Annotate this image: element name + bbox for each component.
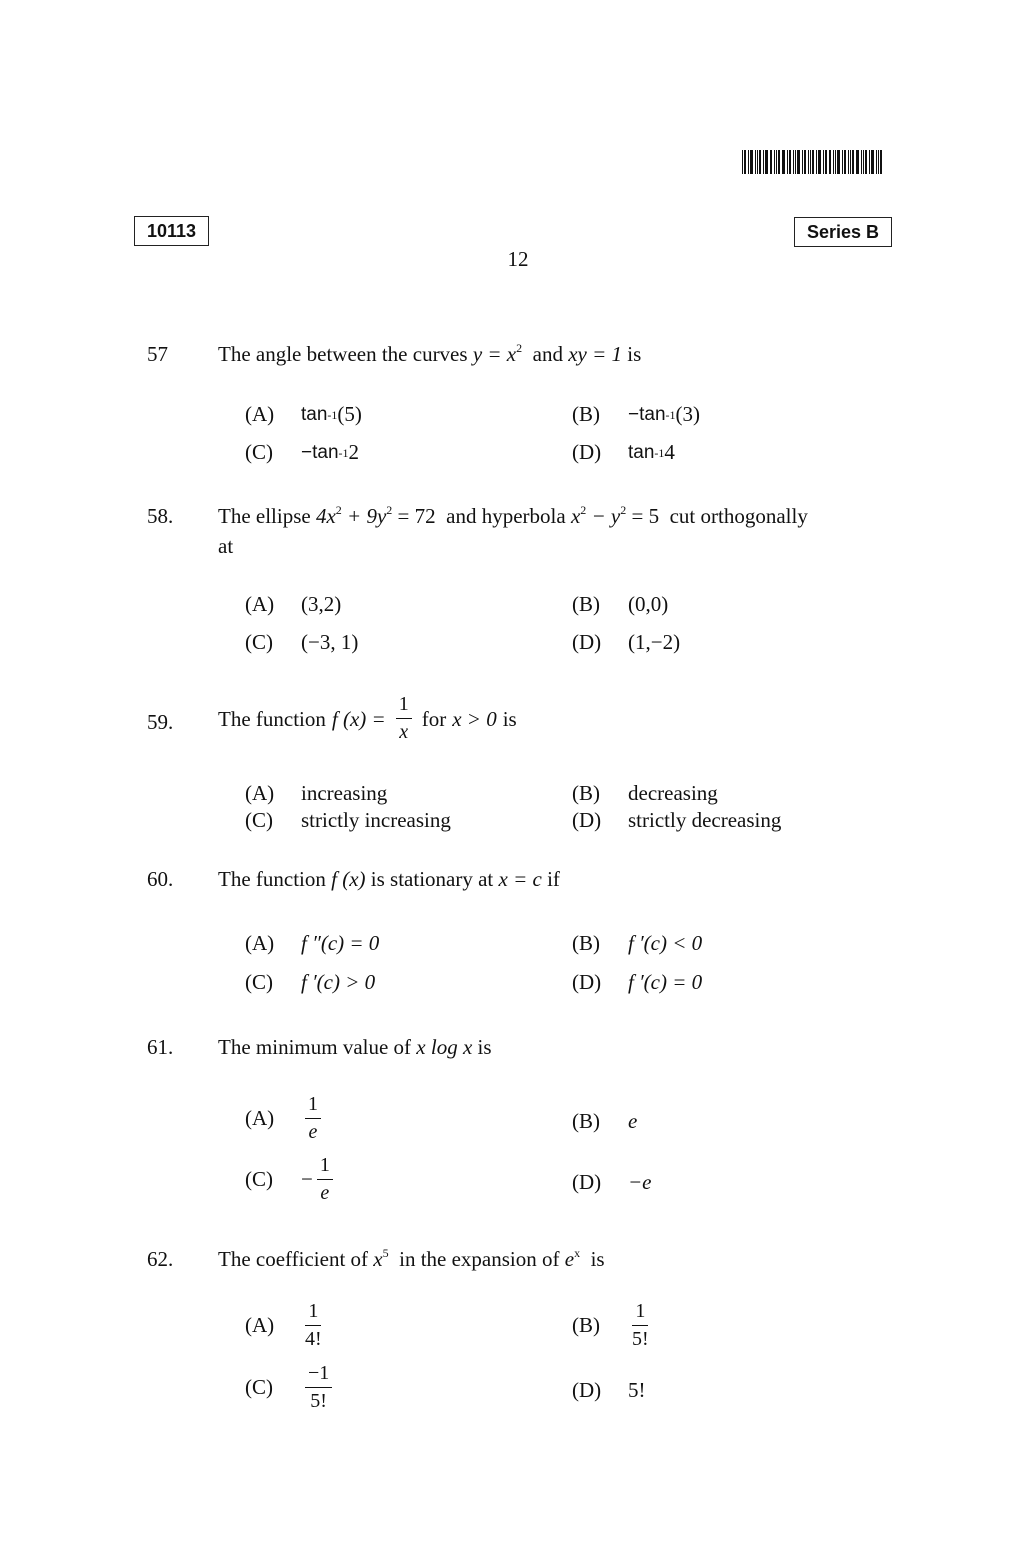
barcode-bar	[755, 150, 756, 174]
question-text: The minimum value of x log x is	[218, 1035, 492, 1059]
barcode-bar	[770, 150, 772, 174]
question-number: 62.	[147, 1247, 174, 1271]
barcode-bar	[789, 150, 791, 174]
option-d[interactable]: (D) (1,−2)	[572, 630, 681, 654]
series-box: Series B	[794, 217, 892, 247]
barcode-bar	[802, 150, 803, 174]
option-c[interactable]: (C) (−3, 1)	[245, 630, 359, 654]
barcode-bar	[810, 150, 811, 174]
barcode-bar	[876, 150, 877, 174]
option-d[interactable]: (D) strictly decreasing	[572, 808, 782, 832]
fraction: $\frac{-1}{5!}$	[305, 1362, 332, 1413]
option-b[interactable]: (B) e	[572, 1109, 638, 1133]
barcode-bar	[869, 150, 870, 174]
barcode-bar	[844, 150, 846, 174]
question-number: 58.	[147, 504, 174, 528]
barcode-bar	[774, 150, 775, 174]
barcode-bar	[787, 150, 788, 174]
option-b[interactable]: (B) decreasing	[572, 781, 718, 805]
barcode-bar	[825, 150, 827, 174]
option-c[interactable]: (C) $\frac{-1}{5!}$	[245, 1362, 336, 1413]
paper-code-box: 10113	[134, 216, 209, 246]
barcode-bar	[880, 150, 882, 174]
barcode-bar	[742, 150, 743, 174]
option-d[interactable]: (D) tan -1 4	[572, 440, 675, 464]
barcode-bar	[816, 150, 817, 174]
question-text: The ellipse $4x^2 + 9y^2 = 72$ and hyperbola $x^2 - y^2 = 5$ cut orthogonally at	[218, 503, 808, 558]
barcode-bar	[763, 150, 764, 174]
barcode-bar	[871, 150, 874, 174]
fraction: $\frac{1}{4!}$	[305, 1300, 322, 1350]
question-number: 60.	[147, 867, 174, 891]
option-b[interactable]: (B) −tan -1 (3)	[572, 402, 701, 426]
question-number: 57	[147, 342, 168, 366]
option-d[interactable]: (D) f ′(c) = 0	[572, 970, 703, 994]
barcode-bar	[748, 150, 749, 174]
option-a[interactable]: (A) tan -1 (5)	[245, 402, 362, 426]
barcode-bar	[842, 150, 843, 174]
option-a[interactable]: (A) $\frac{1}{4!}$	[245, 1300, 322, 1350]
barcode-bar	[750, 150, 753, 174]
option-a[interactable]: (A) increasing	[245, 781, 388, 805]
barcode-bar	[837, 150, 840, 174]
barcode-bar	[823, 150, 824, 174]
barcode-bar	[861, 150, 862, 174]
fraction: $\frac{1}{e}$	[305, 1093, 321, 1144]
page-number: 12	[507, 247, 529, 271]
barcode-bar	[850, 150, 851, 174]
option-b[interactable]: (B) $\frac{1}{5!}$	[572, 1300, 649, 1350]
barcode-bar	[759, 150, 761, 174]
question-number: 59.	[147, 710, 174, 734]
barcode-bar	[833, 150, 834, 174]
option-a[interactable]: (A) f ″(c) = 0	[245, 931, 380, 955]
barcode-bar	[744, 150, 746, 174]
barcode-bar	[812, 150, 814, 174]
barcode-bar	[778, 150, 780, 174]
option-a[interactable]: (A) $\frac{1}{e}$	[245, 1093, 325, 1144]
barcode-bar	[808, 150, 809, 174]
fraction: $\frac{1}{e}$	[317, 1154, 333, 1205]
barcode-bar	[863, 150, 864, 174]
option-c[interactable]: (C) − $\frac{1}{e}$	[245, 1154, 337, 1205]
barcode	[742, 150, 902, 174]
question-text: The coefficient of $x^5$ in the expansion of $e^x$ is	[218, 1246, 605, 1271]
barcode-bar	[776, 150, 777, 174]
option-b[interactable]: (B) (0,0)	[572, 592, 669, 616]
barcode-bar	[804, 150, 806, 174]
option-b[interactable]: (B) f ′(c) < 0	[572, 931, 703, 955]
fraction: $\frac{1}{x}$	[396, 693, 412, 744]
barcode-bar	[765, 150, 768, 174]
barcode-bar	[829, 150, 831, 174]
barcode-bar	[818, 150, 821, 174]
barcode-bar	[795, 150, 796, 174]
barcode-bar	[852, 150, 854, 174]
fraction: $\frac{1}{5!}$	[632, 1300, 649, 1350]
option-d[interactable]: (D) 5!	[572, 1378, 646, 1402]
question-text: The function f (x) = $\frac{1}{x}$ for x > 0 is	[218, 693, 517, 743]
barcode-bar	[757, 150, 758, 174]
barcode-bar	[856, 150, 859, 174]
option-d[interactable]: (D) −e	[572, 1170, 652, 1194]
question-text: The function f (x) is stationary at x = c if	[218, 867, 560, 891]
option-c[interactable]: (C) −tan -1 2	[245, 440, 360, 464]
question-text: The angle between the curves $y = x^2$ and xy = 1 is	[218, 341, 642, 366]
option-c[interactable]: (C) f ′(c) > 0	[245, 970, 376, 994]
question-number: 61.	[147, 1035, 174, 1059]
barcode-bar	[835, 150, 836, 174]
barcode-bar	[782, 150, 785, 174]
barcode-bar	[848, 150, 849, 174]
barcode-bar	[878, 150, 879, 174]
barcode-bar	[865, 150, 867, 174]
barcode-bar	[793, 150, 794, 174]
option-a[interactable]: (A) (3,2)	[245, 592, 342, 616]
barcode-bar	[797, 150, 800, 174]
option-c[interactable]: (C) strictly increasing	[245, 808, 451, 832]
